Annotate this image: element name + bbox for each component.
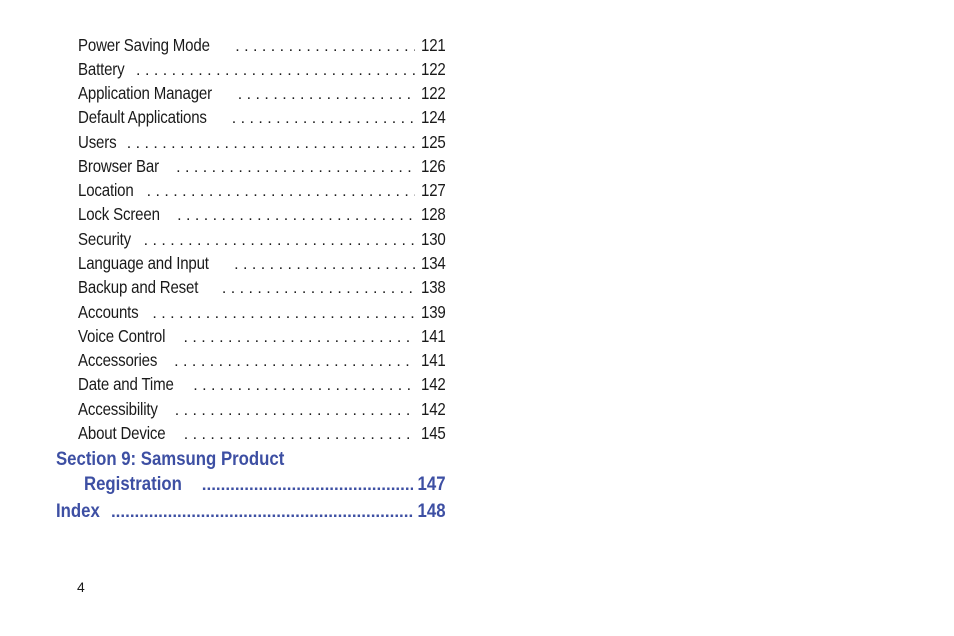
dot-leader — [147, 183, 416, 201]
toc-entry-page: 128 — [421, 204, 446, 224]
toc-entry-title: Date and Time — [78, 374, 174, 394]
toc-index-entry[interactable] — [56, 500, 446, 523]
toc-entry-power-saving-mode[interactable] — [78, 35, 446, 56]
dot-leader — [184, 426, 416, 444]
toc-entry-page: 134 — [421, 253, 446, 273]
toc-entry-security[interactable] — [78, 229, 446, 250]
toc-entry-lock-screen[interactable] — [78, 204, 446, 225]
toc-entry-title: Users — [78, 132, 117, 152]
dot-leader — [127, 135, 416, 153]
toc-section-9-heading[interactable]: Section 9: Samsung Product — [56, 448, 285, 470]
dot-leader — [193, 377, 415, 395]
toc-entry-page: 127 — [421, 180, 446, 200]
toc-entry-application-manager[interactable] — [78, 83, 446, 104]
toc-entry-page: 142 — [421, 374, 446, 394]
toc-entry-page: 141 — [421, 350, 446, 370]
toc-entry-title: Application Manager — [78, 83, 212, 103]
toc-entry-page: 122 — [421, 83, 446, 103]
dot-leader — [144, 232, 416, 250]
toc-entry-location[interactable] — [78, 180, 446, 201]
toc-entry-title: Backup and Reset — [78, 277, 199, 297]
toc-entry-users[interactable] — [78, 132, 446, 153]
toc-entry-accessories[interactable] — [78, 350, 446, 371]
toc-section-9-registration[interactable] — [84, 473, 446, 496]
dot-leader — [174, 353, 415, 371]
toc-entry-title: Accessories — [78, 350, 158, 370]
toc-entry-default-applications[interactable] — [78, 107, 446, 128]
dot-leader — [184, 329, 416, 347]
toc-entry-browser-bar[interactable] — [78, 156, 446, 177]
toc-entry-title: Voice Control — [78, 326, 166, 346]
toc-entry-title: Default Applications — [78, 107, 207, 127]
toc-entry-date-and-time[interactable] — [78, 374, 446, 395]
toc-entry-title: Browser Bar — [78, 156, 159, 176]
toc-entry-title: About Device — [78, 423, 166, 443]
toc-entry-title: Battery — [78, 59, 125, 79]
dot-leader — [152, 305, 415, 323]
dot-leader — [176, 159, 415, 177]
toc-entry-page: 145 — [421, 423, 446, 443]
toc-entry-page: 139 — [421, 302, 446, 322]
toc-entry-page: 141 — [421, 326, 446, 346]
toc-section-title: Index — [56, 500, 100, 522]
dot-leader — [222, 280, 416, 298]
dot-leader — [238, 86, 416, 104]
toc-section-title: Registration — [84, 473, 182, 495]
dot-leader — [175, 402, 416, 420]
toc-entry-backup-and-reset[interactable] — [78, 277, 446, 298]
toc-entry-language-and-input[interactable] — [78, 253, 446, 274]
toc-entry-title: Security — [78, 229, 131, 249]
toc-entry-page: 138 — [421, 277, 446, 297]
toc-section-page: 148 — [418, 500, 446, 522]
dot-leader — [177, 207, 415, 225]
dot-leader — [234, 256, 415, 274]
dot-leader — [111, 502, 414, 522]
toc-entry-accessibility[interactable] — [78, 399, 446, 420]
toc-entry-title: Accessibility — [78, 399, 158, 419]
toc-entry-about-device[interactable] — [78, 423, 446, 444]
toc-entry-page: 125 — [421, 132, 446, 152]
toc-entry-title: Accounts — [78, 302, 139, 322]
dot-leader — [235, 38, 415, 56]
toc-entry-title: Location — [78, 180, 134, 200]
toc-entry-battery[interactable] — [78, 59, 446, 80]
page-number: 4 — [77, 579, 85, 595]
toc-entry-accounts[interactable] — [78, 302, 446, 323]
toc-entry-page: 130 — [421, 229, 446, 249]
toc-entry-title: Power Saving Mode — [78, 35, 210, 55]
toc-entry-page: 121 — [421, 35, 446, 55]
toc-entry-page: 126 — [421, 156, 446, 176]
dot-leader — [232, 110, 416, 128]
dot-leader — [202, 475, 414, 495]
toc-entry-page: 122 — [421, 59, 446, 79]
dot-leader — [136, 62, 415, 80]
toc-entry-title: Language and Input — [78, 253, 209, 273]
toc-section-page: 147 — [418, 473, 446, 495]
toc-entry-page: 142 — [421, 399, 446, 419]
toc-entry-page: 124 — [421, 107, 446, 127]
toc-entry-title: Lock Screen — [78, 204, 160, 224]
toc-entry-voice-control[interactable] — [78, 326, 446, 347]
